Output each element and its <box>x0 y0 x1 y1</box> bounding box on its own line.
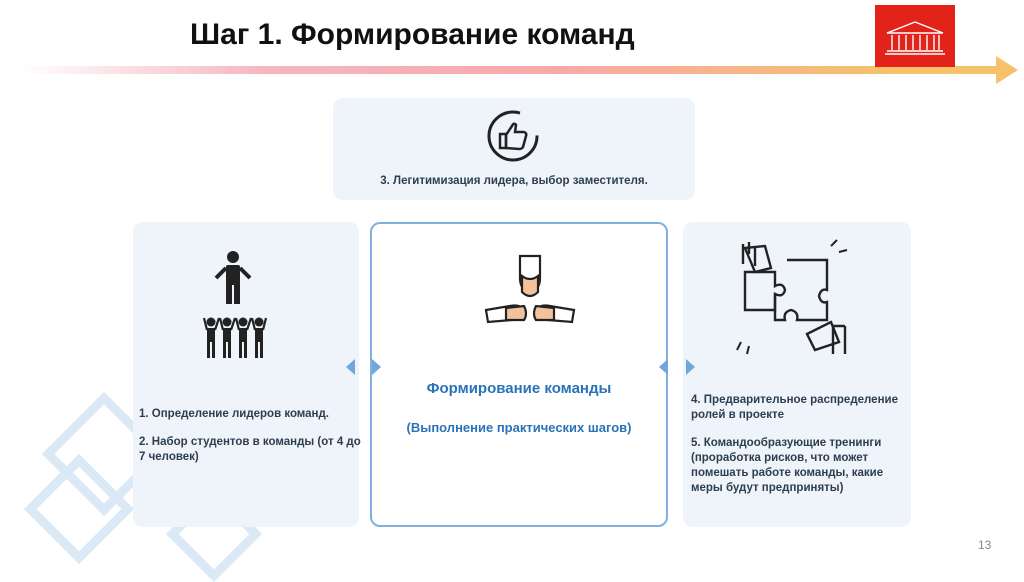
step-5-text: 5. Командообразующие тренинги (проработка рисков, что может помешать работе команды, какие меры будут предприняты) <box>691 437 884 494</box>
steps-4-5-box <box>683 222 911 527</box>
university-logo <box>875 5 955 67</box>
step-2-text: 2. Набор студентов в команды (от 4 до 7 человек) <box>139 436 361 463</box>
page-number: 13 <box>978 538 992 552</box>
leader-icon <box>213 250 253 306</box>
slide-title: Шаг 1. Формирование команд <box>190 18 635 51</box>
steps-1-2-box <box>133 222 359 527</box>
step-1-text: 1. Определение лидеров команд. <box>139 408 330 420</box>
step-4-text: 4. Предварительное распределение ролей в проекте <box>691 394 898 421</box>
hands-together-icon <box>480 248 580 344</box>
connector-arrow-left <box>346 359 355 375</box>
connector-arrow-right <box>686 359 695 375</box>
center-subtitle: (Выполнение практических шагов) <box>406 420 632 435</box>
header-arrow-head <box>996 56 1018 84</box>
step-3-text: 3. Легитимизация лидера, выбор заместителя. <box>380 175 648 187</box>
thumbs-up-icon <box>483 110 543 166</box>
puzzle-hands-icon <box>735 238 855 358</box>
connector-arrow-left <box>659 359 668 375</box>
center-box <box>370 222 668 527</box>
group-icon <box>203 314 267 362</box>
center-title: Формирование команды <box>426 380 612 397</box>
connector-arrow-right <box>372 359 381 375</box>
header-arrow-line <box>20 66 1000 74</box>
step-3-box <box>333 98 695 200</box>
